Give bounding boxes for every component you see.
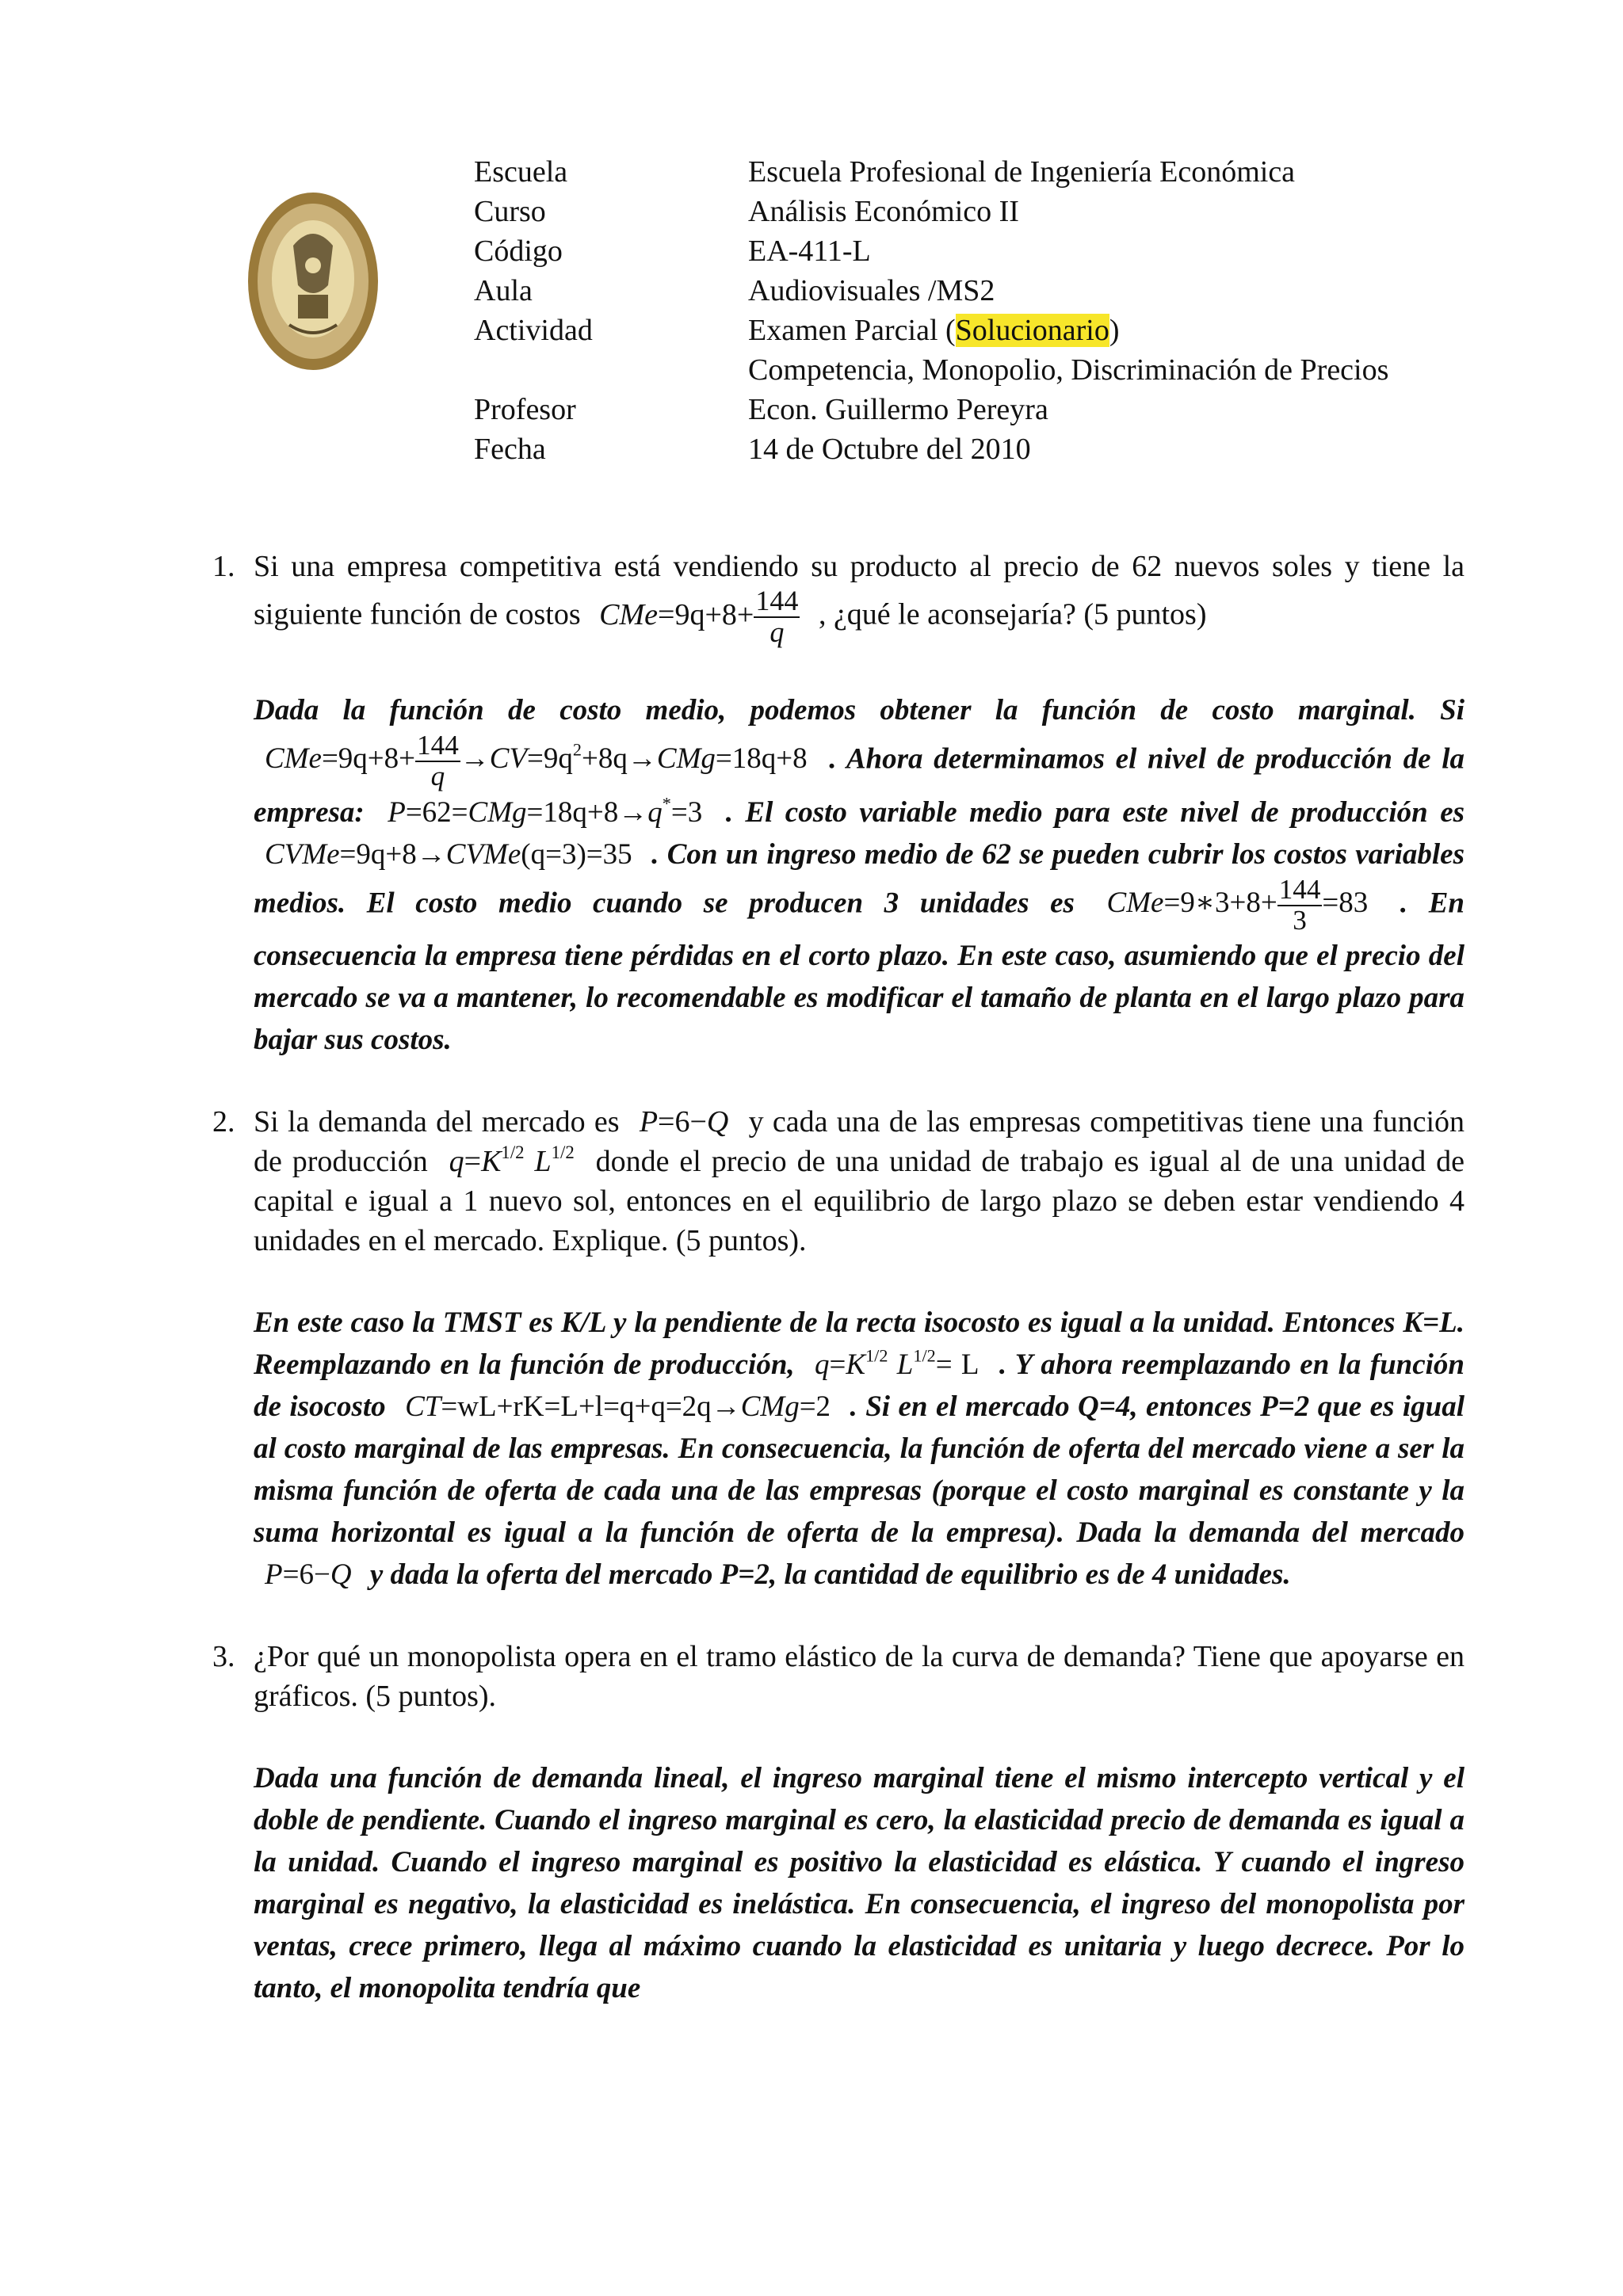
formula-market-demand: P=6−Q — [265, 1558, 352, 1592]
header-row-topics — [474, 350, 1388, 390]
header-value: Econ. Guillermo Pereyra — [748, 393, 1048, 426]
header-row-codigo — [474, 231, 1388, 271]
question-number: 1. — [212, 550, 235, 583]
header-label: Actividad — [474, 314, 593, 347]
header-label: Profesor — [474, 393, 576, 426]
header-value: 14 de Octubre del 2010 — [748, 433, 1031, 466]
question-2 — [212, 1102, 1465, 1261]
header-row-escuela — [474, 152, 1388, 192]
answer-text: Dada una función de demanda lineal, el ingreso marginal tiene el mismo intercepto vertical y el doble de pendiente. Cuando el ingreso marginal es cero, la elasticidad precio de demanda es igual a la unidad. Cuando el ingreso marginal es positivo la elasticidad es elástica. Y cuando el ingreso marginal es negativo, la elasticidad es inelástica. En consecuencia, el ingreso del monopolista por ventas, crece primero, llega al máximo cuando la elasticidad es unitaria y luego decrece. Por lo tanto, el monopolita tendría que — [254, 1762, 1465, 2005]
header-value: Escuela Profesional de Ingeniería Económica — [748, 155, 1296, 189]
formula-avg-variable-cost: CVMe=9q+8→CVMe(q=3)=35 — [265, 837, 632, 871]
header-label: Aula — [474, 274, 533, 307]
header-label: Escuela — [474, 155, 568, 189]
formula-isocost: CT=wL+rK=L+l=q+q=2q→CMg=2 — [405, 1390, 831, 1424]
question-text: Si una empresa competitiva está vendiendo su producto al precio de 62 nuevos soles y tiene la siguiente función de costos — [254, 550, 1465, 631]
header-value: Análisis Económico II — [748, 195, 1019, 228]
header-value-pre: Examen Parcial ( — [748, 314, 956, 347]
answer-3 — [254, 1757, 1465, 2009]
header-label: Curso — [474, 195, 546, 228]
header-row-curso — [474, 192, 1388, 231]
question-number: 2. — [212, 1105, 235, 1139]
question-text: , ¿qué le aconsejaría? (5 puntos) — [818, 597, 1207, 631]
answer-text: En este caso la TMST es K/L y la pendiente de la recta isocosto es igual a la unidad. Entonces K=L. Reemplazando en la función de producción, — [254, 1306, 1465, 1382]
header-value-post: ) — [1109, 314, 1120, 347]
header-label: Fecha — [474, 433, 546, 466]
question-text: Si la demanda del mercado es — [254, 1105, 620, 1139]
question-number: 3. — [212, 1640, 235, 1674]
formula-production-function: $q=K^{1/2}$ $L^{1/2}$ — [449, 1142, 575, 1179]
answer-text: . El costo variable medio para este nivel de producción es — [725, 795, 1465, 829]
formula-equilibrium-q: P=62=CMg=18q+8→q*=3 — [388, 793, 703, 829]
question-text: y cada una de las empresas competitivas tiene una función de producción — [254, 1105, 1465, 1179]
answer-1 — [254, 689, 1465, 1062]
header-value: Competencia, Monopolio, Discriminación de Precios — [748, 353, 1389, 387]
answer-text: Si — [1440, 693, 1465, 727]
header-value: EA-411-L — [748, 235, 871, 268]
header-row-actividad — [474, 311, 1388, 350]
answer-text: . En consecuencia la empresa tiene pérdidas en el corto plazo. En este caso, asumiendo que el precio del mercado se va a mantener, lo recomendable es modificar el tamaño de planta en el largo plazo para bajar sus costos. — [254, 886, 1465, 1057]
university-seal-logo — [246, 190, 380, 372]
question-1 — [212, 547, 1465, 648]
answer-text: y dada la oferta del mercado P=2, la cantidad de equilibrio es de 4 unidades. — [369, 1558, 1291, 1592]
answer-2 — [254, 1302, 1465, 1596]
header-row-fecha — [474, 429, 1388, 469]
formula-market-demand: P=6−Q — [639, 1105, 729, 1139]
header-row-aula — [474, 271, 1388, 311]
answer-text: . Y ahora reemplazando en la función de isocosto — [254, 1348, 1465, 1424]
answer-text: . Ahora determinamos el nivel de producción de la empresa: — [254, 742, 1465, 829]
formula-average-cost: CMe=9q+8+ $\frac{144}{q}$ — [599, 585, 799, 648]
answer-text: . Con un ingreso medio de 62 se pueden cubrir los costos variables medios. El costo medio cuando se producen 3 unidades es — [254, 837, 1465, 919]
header-value: Audiovisuales /MS2 — [748, 274, 995, 307]
formula-cost-chain: CMe=9q+8+ $\frac{144}{q}$ $\to CV=9q^2+8q\to CMg=18q+8$ — [265, 729, 808, 791]
answer-text: . Si en el mercado Q=4, entonces P=2 que es igual al costo marginal de las empresas. En consecuencia, la función de oferta del mercado viene a ser la misma función de oferta de cada una de las empresas (porque el costo marginal es constante y la suma horizontal es igual a la función de oferta de la empresa). Dada la demanda del mercado — [254, 1390, 1465, 1550]
question-text: donde el precio de una unidad de trabajo es igual al de una unidad de capital e igual a 1 nuevo sol, entonces en el equilibrio de largo plazo se deben estar vendiendo 4 unidades en el mercado. Explique. (5 puntos). — [254, 1145, 1465, 1258]
header-label: Código — [474, 235, 563, 268]
answer-text: Dada la función de costo medio, podemos obtener la función de costo marginal. — [254, 693, 1416, 727]
question-3 — [212, 1637, 1465, 1716]
formula-average-cost-value: CMe=9∗3+8+ $\frac{144}{3}$ =83 — [1106, 873, 1369, 936]
formula-production-substitution: $q=K^{1/2}$ $L^{1/2}= L$ — [815, 1345, 980, 1382]
solucionario-highlight: Solucionario — [955, 314, 1109, 347]
header-value — [748, 311, 1120, 350]
header-label — [474, 350, 748, 390]
question-text: ¿Por qué un monopolista opera en el tramo elástico de la curva de demanda? Tiene que apoyarse en gráficos. (5 puntos). — [254, 1640, 1465, 1714]
exam-header — [474, 152, 1388, 469]
header-row-profesor — [474, 390, 1388, 429]
exam-content — [0, 547, 1623, 2009]
